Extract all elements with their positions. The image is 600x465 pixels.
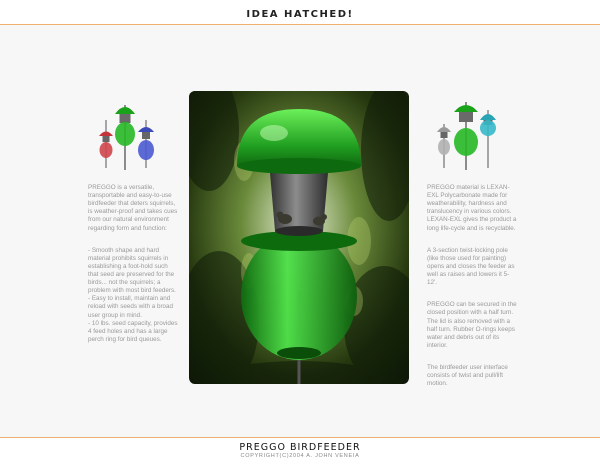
green-feeder-icon [454, 102, 478, 170]
green-feeder-icon [115, 105, 135, 170]
right-paragraph-pole: A 3-section twist-locking pole (like those used for painting) opens and closes the feeder as well as raises and lowers it 5-12'. [427, 246, 515, 287]
footer-brand: PREGGO BIRDFEEDER [239, 442, 361, 453]
right-description-column [427, 176, 519, 402]
feeder-group-right-illustration [434, 98, 502, 172]
footer-copyright: COPYRIGHT(C)2004 A. JOHN VENEIA [240, 453, 360, 459]
right-paragraph-material: PREGGO material is LEXAN-EXL Polycarbonate made for weatherability, hardness and translucency in various colors. LEXAN-EXL gives the product a long life-cycle and is recyclable. [427, 184, 517, 232]
right-paragraph-secure: PREGGO can be secured in the closed position with a half turn. The lid is also removed with a half turn. Rubber O-rings keeps water and debris out of its interior. [427, 301, 517, 349]
feeder-photo-image [189, 91, 409, 384]
feeder-group-left-illustration [96, 100, 160, 172]
grey-feeder-icon [437, 124, 451, 168]
header-bar [0, 0, 600, 25]
blue-feeder-icon [138, 120, 154, 168]
feeder-photo [189, 91, 409, 384]
right-paragraph-interface: The birdfeeder user interface consists of twist and pull/lift motion. [427, 363, 508, 388]
left-paragraph-intro: PREGGO is a versatile, transportable and easy-to-use birdfeeder that deters squirrels, is weather-proof and takes cues from our natural environment regarding form and function: [88, 184, 178, 232]
red-feeder-icon [99, 120, 113, 168]
page-title: IDEA HATCHED! [246, 9, 354, 20]
left-paragraph-features: - Smooth shape and hard material prohibits squirrels in establishing a foot-hold such that seed are preserved for the birds... not the squirrels; a problem with most bird feeders. - Easy to install, maintain and reload with seeds with a broad user group in mind. - 10 lbs. seed capacity, provides 4 feed holes and has a large perch ring for bird queues. [88, 246, 178, 343]
footer-bar [0, 437, 600, 465]
left-description-column [88, 176, 180, 358]
teal-feeder-icon [480, 110, 496, 168]
